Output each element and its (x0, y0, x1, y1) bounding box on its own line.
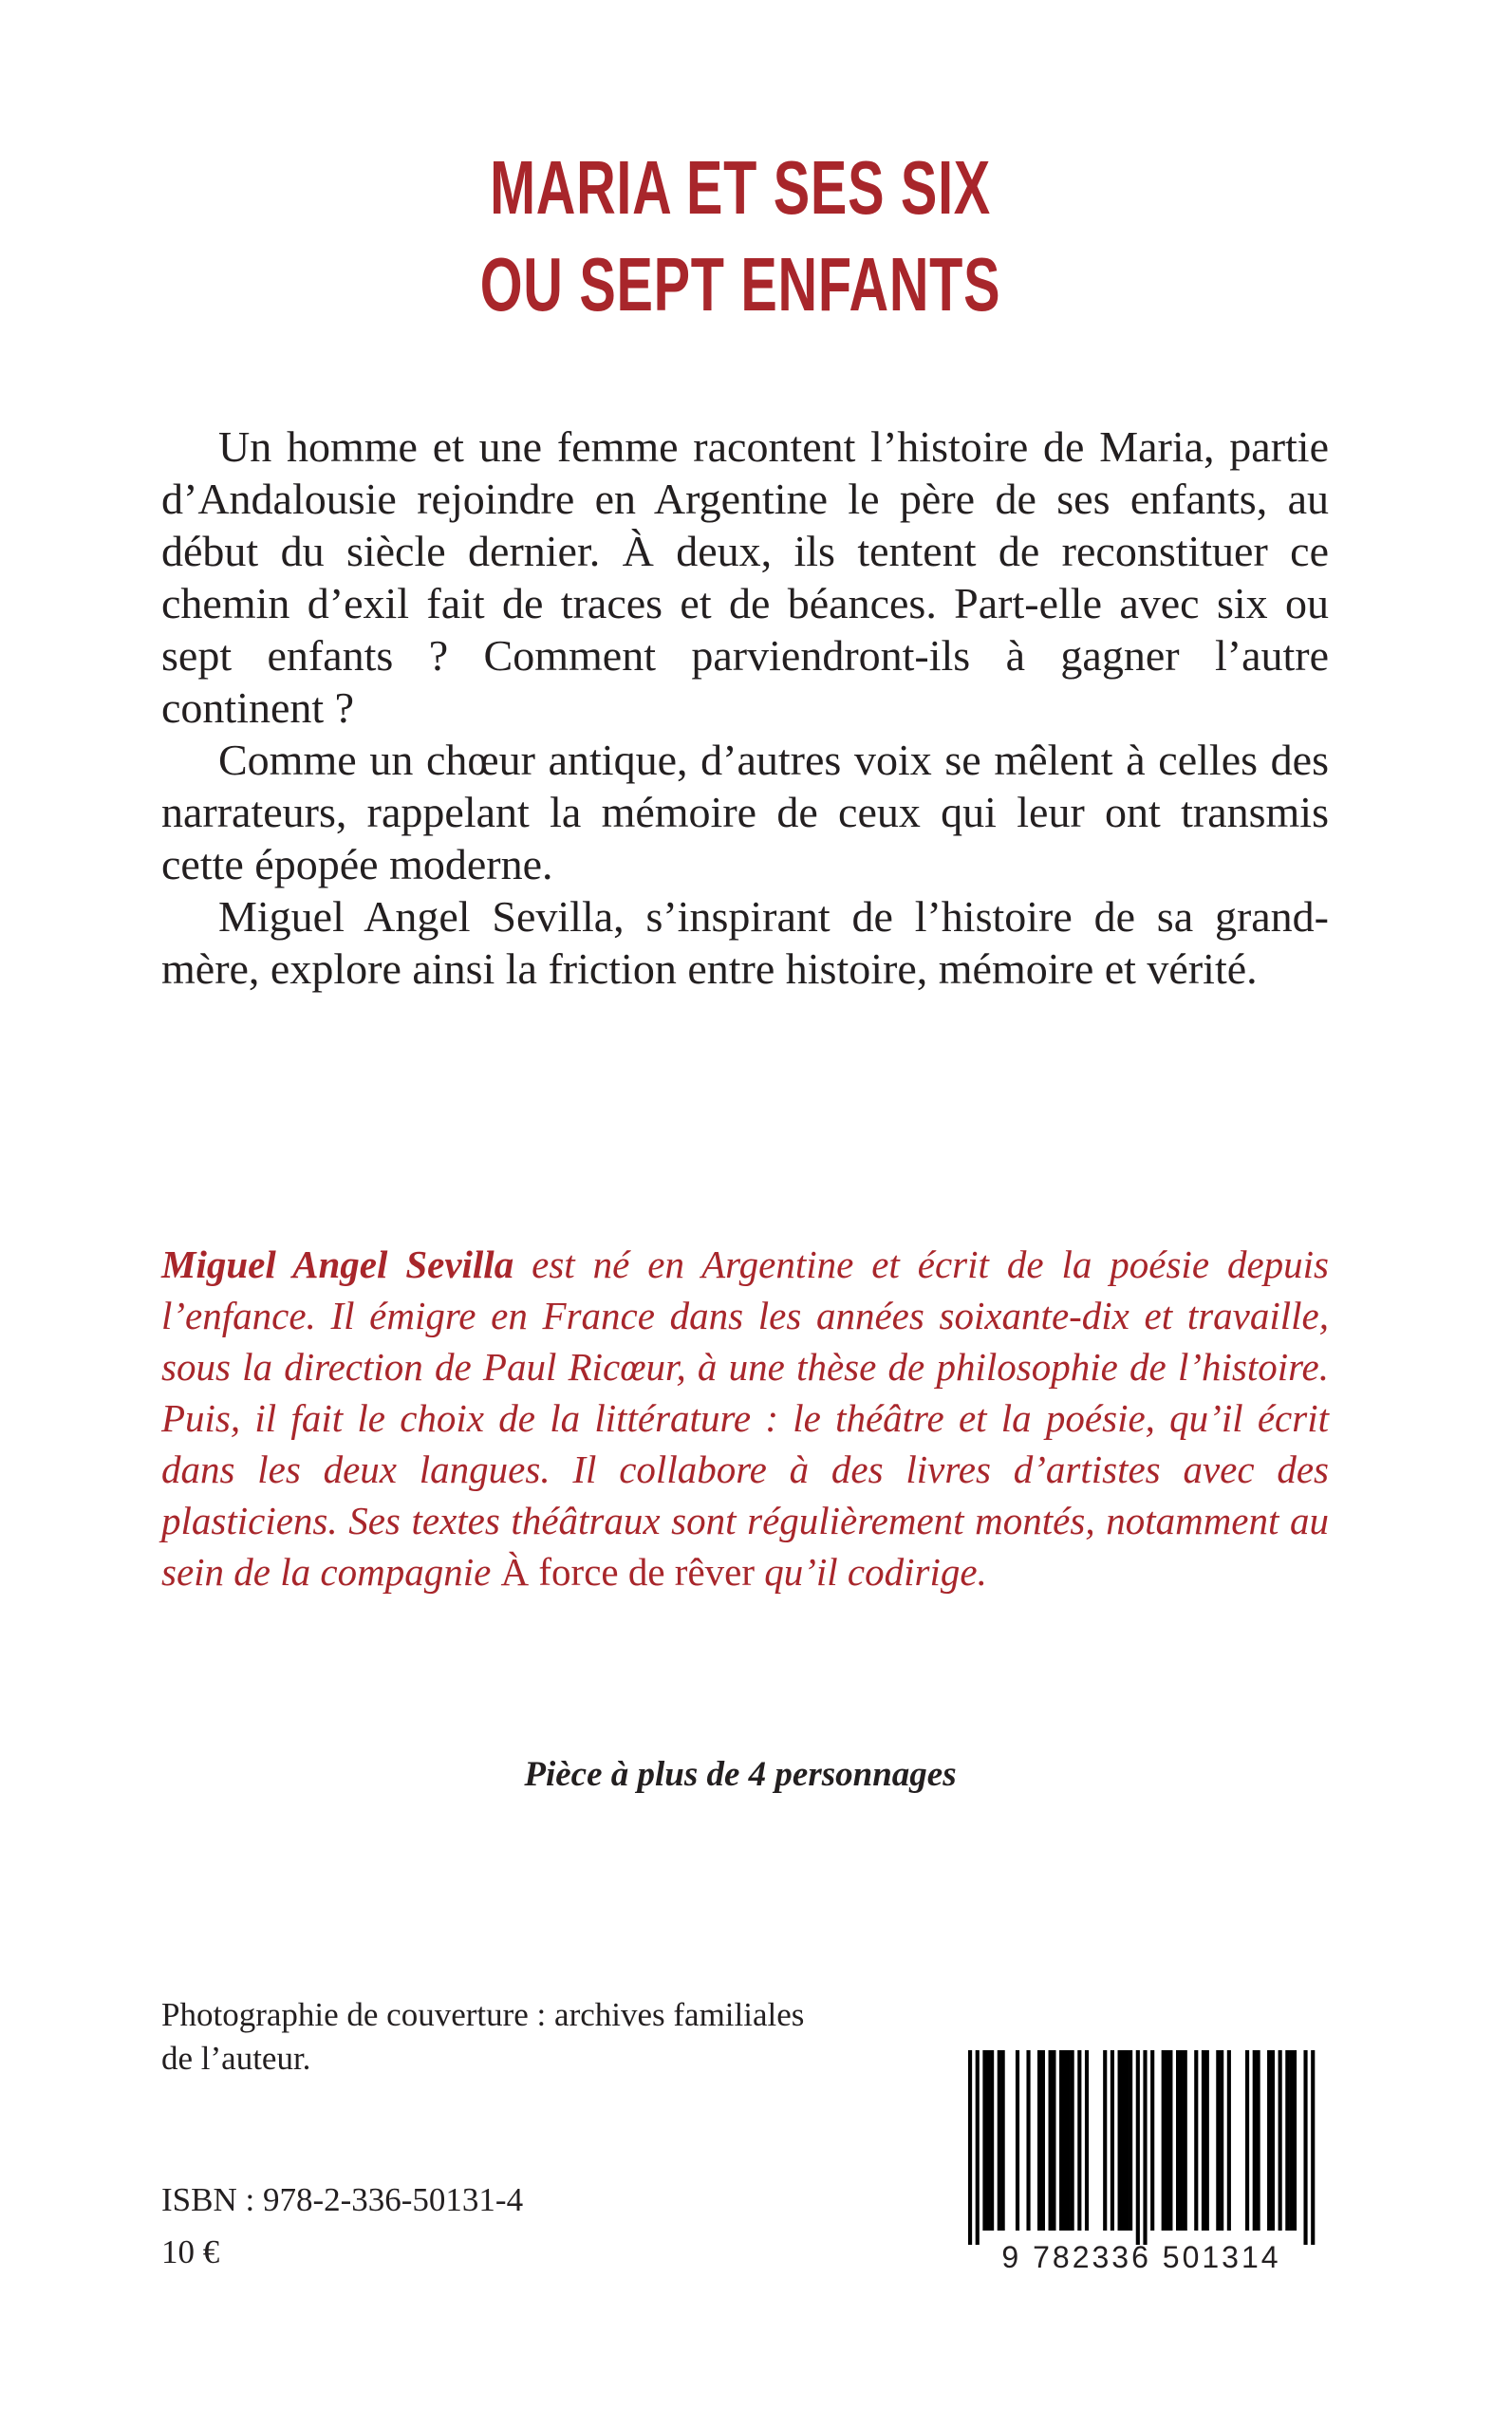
barcode-bar (1071, 2050, 1074, 2231)
barcode-bar (1063, 2050, 1067, 2231)
barcode-bar (1311, 2050, 1315, 2245)
photo-credit-line-1: Photographie de couverture : archives familiales (161, 1996, 805, 2033)
barcode-bar (1180, 2050, 1184, 2231)
barcode-bar (1001, 2050, 1005, 2231)
barcode-bar (1162, 2050, 1166, 2231)
barcode-bar (1194, 2050, 1198, 2231)
barcode-bar (1121, 2050, 1125, 2231)
barcode-bar (1041, 2050, 1045, 2231)
barcode-bar (1271, 2050, 1275, 2231)
barcode-bar (1220, 2050, 1223, 2231)
barcode-bar (1049, 2050, 1053, 2231)
barcode-bar (1202, 2050, 1205, 2231)
author-name: Miguel Angel Sevilla (161, 1242, 514, 1286)
barcode-bar (1165, 2050, 1168, 2231)
barcode-bar (1303, 2050, 1307, 2245)
synopsis-paragraph: Comme un chœur antique, d’autres voix se mêlent à celles des narrateurs, rappelant la mémoire de ceux qui leur ont transmis cette épopée moderne. (161, 736, 1329, 888)
barcode-bar (1279, 2050, 1282, 2231)
bio-text-end: qu’il codirige. (755, 1550, 987, 1594)
barcode-bar (1143, 2050, 1147, 2245)
synopsis-paragraph: Un homme et une femme racontent l’histoire de Maria, partie d’Andalousie rejoindre en Argentine le père de ses enfants, au début du siècle dernier. À deux, ils tentent de reconstituer ce chemin d’exil fait de traces et de béances. Part-elle avec six ou sept enfants ? Comment parviendront-ils à gagner l’autre continent ? (161, 422, 1329, 732)
barcode-bar (1052, 2050, 1055, 2231)
barcode-bar (1118, 2050, 1122, 2231)
synopsis (161, 420, 1329, 995)
barcode-bar (1267, 2050, 1271, 2231)
book-title-line-1: MARIA ET SES SIX (490, 145, 991, 230)
barcode-bar (1168, 2050, 1172, 2231)
synopsis-paragraph: Miguel Angel Sevilla, s’inspirant de l’histoire de sa grand-mère, explore ainsi la friction entre histoire, mémoire et vérité. (161, 892, 1329, 993)
barcode-bar (1026, 2050, 1030, 2231)
book-title-line-2: OU SEPT ENFANTS (479, 242, 1001, 327)
barcode-bars (959, 2050, 1324, 2245)
barcode-bar (1253, 2050, 1257, 2231)
barcode (959, 2050, 1324, 2283)
barcode-bar (990, 2050, 994, 2231)
barcode-bar (1125, 2050, 1129, 2231)
barcode-bar (1245, 2050, 1249, 2231)
barcode-bar (1150, 2050, 1154, 2231)
barcode-bar (1293, 2050, 1297, 2231)
barcode-bar (976, 2050, 980, 2245)
price: 10 € (161, 2233, 220, 2270)
barcode-bar (1285, 2050, 1289, 2231)
author-bio (161, 1239, 1329, 1597)
barcode-bar (1184, 2050, 1187, 2231)
barcode-bar (986, 2050, 990, 2231)
photo-credit-line-2: de l’auteur. (161, 2040, 311, 2077)
photo-credit (161, 1993, 921, 2081)
barcode-bar (1227, 2050, 1231, 2231)
barcode-bar (1085, 2050, 1089, 2231)
barcode-bar (1103, 2050, 1107, 2231)
barcode-bar (968, 2050, 972, 2245)
barcode-bar (1289, 2050, 1293, 2231)
barcode-bar (1077, 2050, 1081, 2231)
company-name: À force de rêver (500, 1550, 755, 1594)
genre-note: Pièce à plus de 4 personnages (524, 1755, 957, 1794)
isbn: ISBN : 978-2-336-50131-4 (161, 2181, 524, 2218)
barcode-bar (1205, 2050, 1209, 2231)
barcode-digits: 9 782336 501314 (1001, 2240, 1281, 2274)
barcode-bar (1216, 2050, 1220, 2231)
barcode-bar (1067, 2050, 1071, 2231)
barcode-bar (982, 2050, 986, 2231)
barcode-bar (1016, 2050, 1019, 2231)
bio-text: est né en Argentine et écrit de la poésie depuis l’enfance. Il émigre en France dans les années soixante-dix et travaille, sous la direction de Paul Ricœur, à une thèse de philosophie de l’histoire. Puis, il fait le choix de la littérature : le théâtre et la poésie, qu’il écrit dans les deux langues. Il collabore à des livres d’artistes avec des plasticiens. Ses textes théâtraux sont régulièrement montés, notamment au sein de la compagnie (161, 1242, 1330, 1594)
barcode-bar (1059, 2050, 1063, 2231)
barcode-bar (1136, 2050, 1140, 2245)
barcode-bar (1176, 2050, 1180, 2231)
barcode-bar (1257, 2050, 1260, 2231)
barcode-bar (1037, 2050, 1041, 2231)
barcode-bar (1129, 2050, 1132, 2231)
barcode-bar (1111, 2050, 1114, 2231)
barcode-bar (998, 2050, 1001, 2231)
